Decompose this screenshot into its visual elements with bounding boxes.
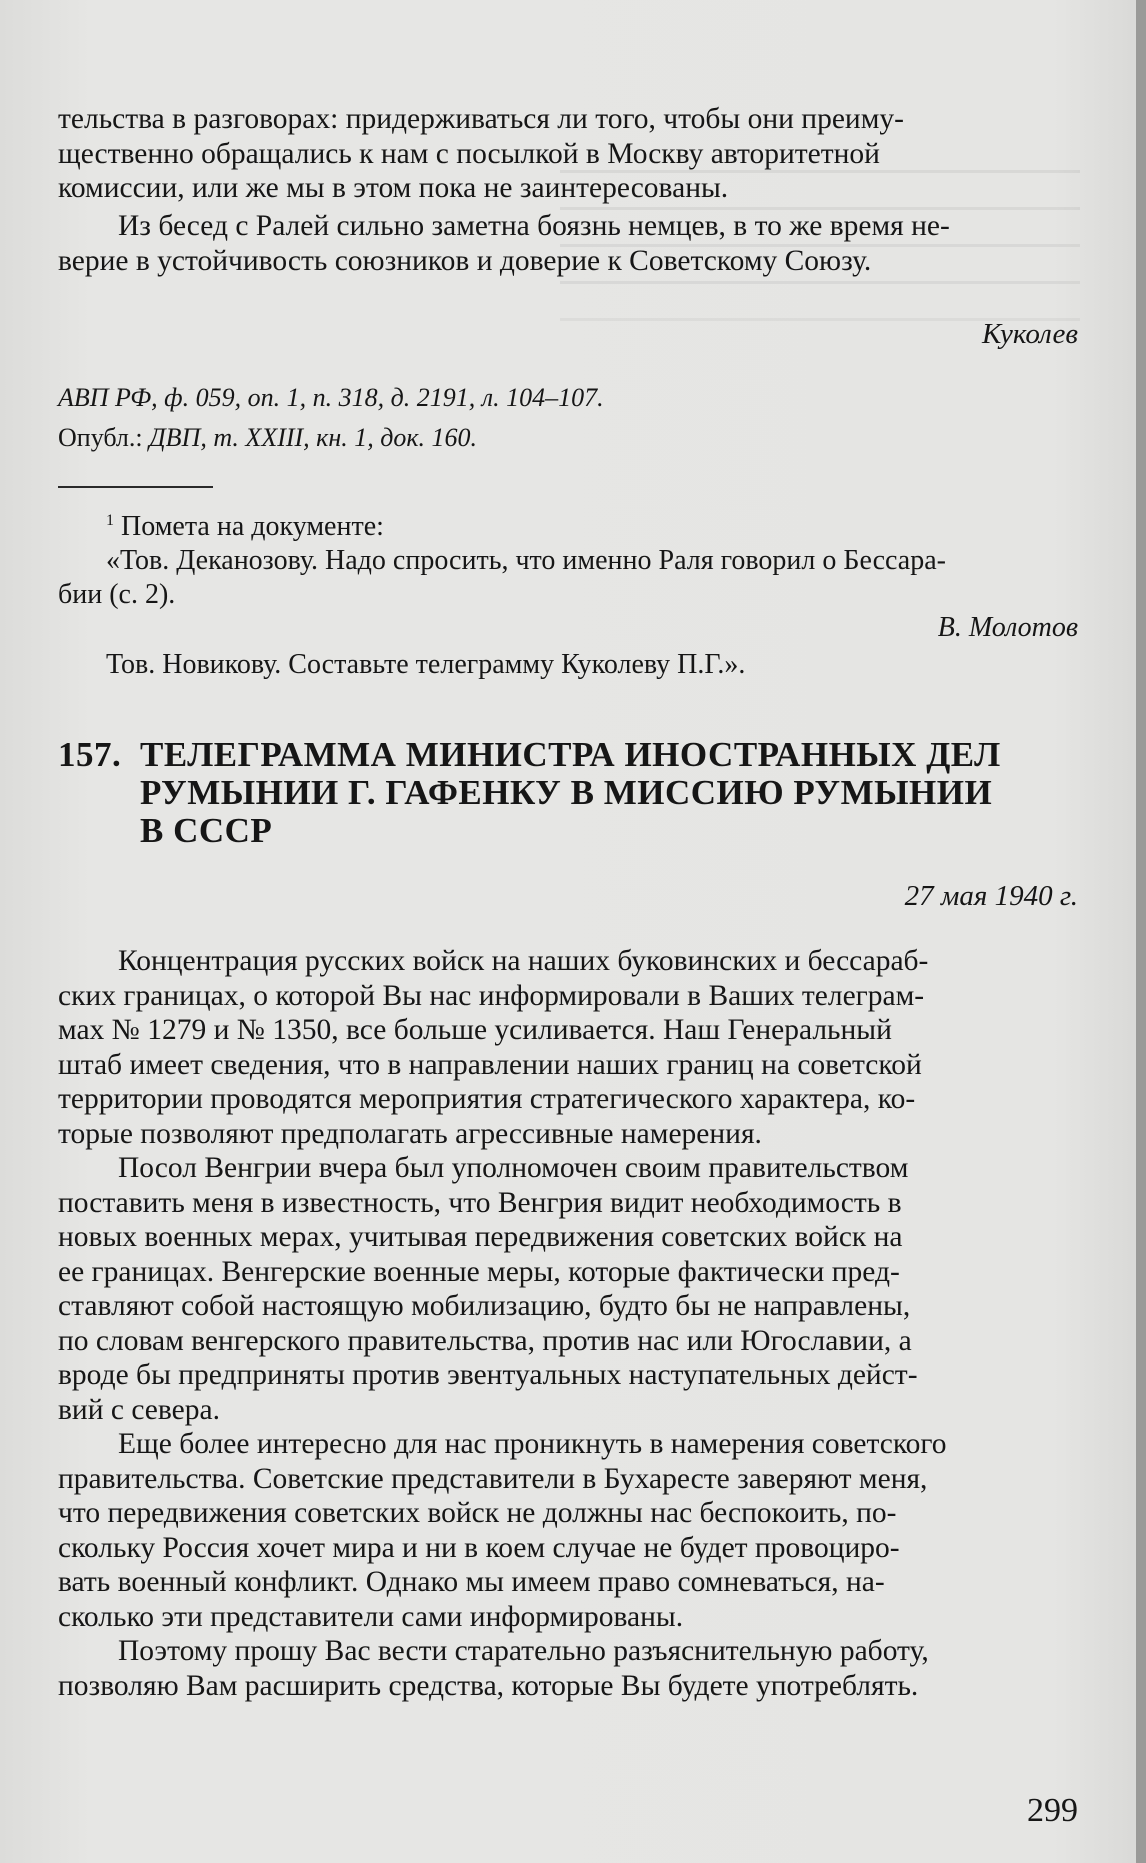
text-line: сколько эти представители сами информированы.: [58, 1600, 684, 1633]
signature: Куколев: [982, 318, 1078, 350]
page-number: 299: [1027, 1792, 1078, 1829]
text-line: по словам венгерского правительства, против нас или Югославии, а: [58, 1324, 912, 1357]
text-line: скольку Россия хочет мира и ни в коем случае не будет провоциро-: [58, 1531, 900, 1564]
document-date: 27 мая 1940 г.: [904, 880, 1078, 912]
published-reference-text: ДВП, т. XXIII, кн. 1, док. 160.: [149, 423, 478, 452]
text-line: тельства в разговорах: придерживаться ли того, чтобы они преиму-: [58, 103, 904, 135]
text-line: правительства. Советские представители в Бухаресте заверяют меня,: [58, 1462, 928, 1495]
footnote-line: бии (с. 2).: [58, 579, 176, 610]
text-line: территории проводятся мероприятия стратегического характера, ко-: [58, 1083, 916, 1115]
text-line: поставить меня в известность, что Венгрия видит необходимость в: [58, 1186, 902, 1219]
archive-reference-text: АВП РФ, ф. 059, оп. 1, п. 318, д. 2191, л. 104–107.: [58, 383, 604, 412]
published-label: Опубл.:: [58, 423, 143, 452]
body-paragraph-2: [58, 1151, 1076, 1427]
footnote: [58, 504, 1076, 612]
footnote-line: «Тов. Деканозову. Надо спросить, что именно Раля говорил о Бессара-: [106, 545, 946, 576]
continuation-paragraph: [58, 102, 1076, 206]
body-paragraph-1: [58, 944, 1076, 1151]
body-paragraph-4: [58, 1634, 1076, 1703]
publication-reference: [58, 423, 477, 453]
text-line: вроде бы предприняты против эвентуальных наступательных дейст-: [58, 1359, 918, 1391]
text-line: мах № 1279 и № 1350, все больше усиливается. Наш Генеральный: [58, 1014, 892, 1046]
footnote-title-line: [58, 504, 1076, 544]
footnote-mark: 1: [106, 512, 114, 529]
heading-line-2: РУМЫНИИ Г. ГАФЕНКУ В МИССИЮ РУМЫНИИ: [140, 773, 993, 812]
text-line: новых военных мерах, учитывая передвижения советских войск на: [58, 1221, 903, 1253]
text-line: ставляют собой настоящую мобилизацию, будто бы не направлены,: [58, 1290, 911, 1322]
heading-line-3: В СССР: [140, 811, 273, 850]
body-paragraph-3: [58, 1427, 1076, 1634]
page-edge-shadow: [1136, 0, 1146, 1863]
text-line: Поэтому прошу Вас вести старательно разъяснительную работу,: [118, 1635, 929, 1667]
footnote-signature: В. Молотов: [937, 612, 1078, 643]
text-line: вий с севера.: [58, 1393, 220, 1426]
text-line: комиссии, или же мы в этом пока не заинтересованы.: [58, 172, 729, 204]
text-line: позволяю Вам расширить средства, которые Вы будете употреблять.: [58, 1669, 919, 1702]
heading-text: ТЕЛЕГРАММА МИНИСТРА ИНОСТРАННЫХ ДЕЛ: [140, 735, 1001, 774]
text-line: верие в устойчивость союзников и доверие к Советскому Союзу.: [58, 244, 872, 277]
document-heading: [58, 736, 1076, 850]
text-line: Еще более интересно для нас проникнуть в намерения советского: [118, 1428, 947, 1460]
archive-reference: [58, 383, 604, 413]
text-line: щественно обращались к нам с посылкой в Москву авторитетной: [58, 137, 880, 170]
heading-line-1: [58, 736, 1076, 774]
text-line: что передвижения советских войск не должны нас беспокоить, по-: [58, 1497, 897, 1529]
text-line: ских границах, о которой Вы нас информировали в Ваших телеграм-: [58, 979, 925, 1012]
text-line: ее границах. Венгерские военные меры, которые фактически пред-: [58, 1255, 900, 1288]
text-line: Посол Венгрии вчера был уполномочен своим правительством: [118, 1152, 909, 1184]
footnote-line: Тов. Новикову. Составьте телеграмму Куколеву П.Г.».: [106, 649, 746, 680]
paragraph: [58, 209, 1076, 278]
document-number: 157.: [58, 735, 122, 774]
footnote-divider: [58, 486, 213, 488]
text-line: вать военный конфликт. Однако мы имеем право сомневаться, на-: [58, 1566, 885, 1598]
text-line: Концентрация русских войск на наших буковинских и бессараб-: [118, 945, 929, 977]
footnote-title: Помета на документе:: [121, 511, 384, 542]
text-line: штаб имеет сведения, что в направлении наших границ на советской: [58, 1048, 922, 1081]
text-line: Из бесед с Ралей сильно заметна боязнь немцев, в то же время не-: [118, 210, 950, 242]
text-line: торые позволяют предполагать агрессивные намерения.: [58, 1117, 762, 1150]
